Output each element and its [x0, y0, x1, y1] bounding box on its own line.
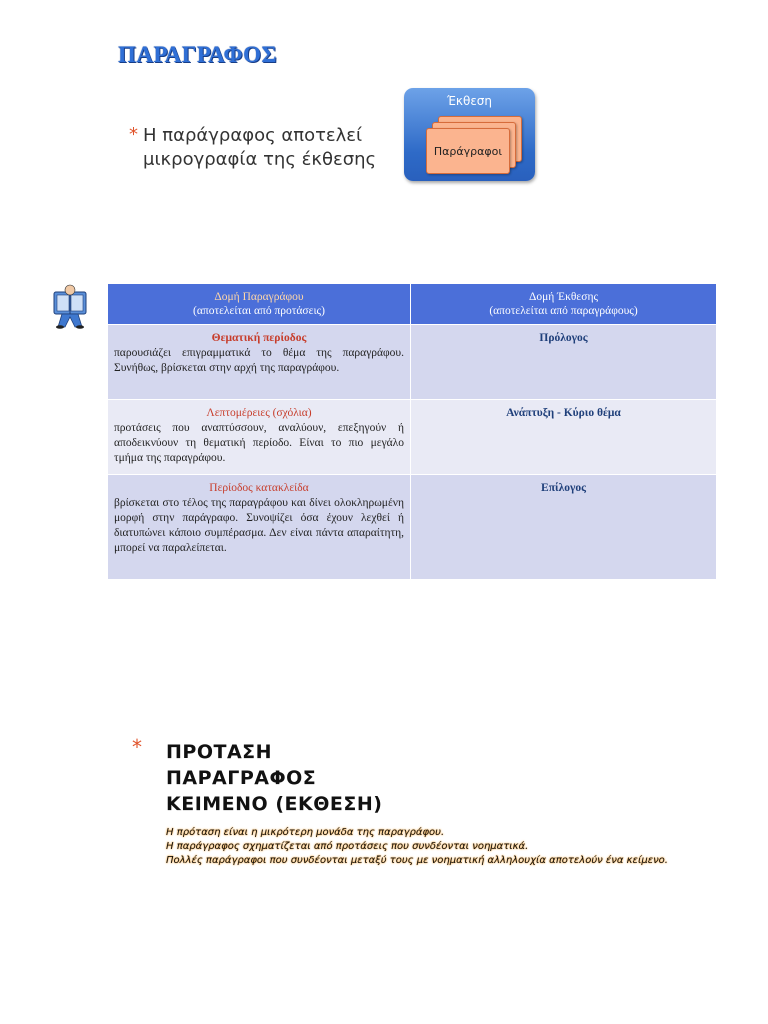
part-title: Θεματική περίοδος: [211, 332, 307, 344]
hierarchy-item: ΠΑΡΑΓΡΑΦΟΣ: [166, 767, 317, 789]
table-header-row: [108, 284, 717, 325]
bullet-star: *: [132, 735, 142, 759]
row-essay-part: Πρόλογος: [411, 325, 717, 400]
reading-man-icon: [48, 283, 92, 329]
header-paragraph-structure: [108, 284, 411, 325]
row-paragraph-part: [108, 475, 411, 580]
header-essay-structure: [411, 284, 717, 325]
part-description: προτάσεις που αναπτύσσουν, αναλύουν, επεξηγούν ή αποδεικνύουν τη θεματική περίοδο. Είναι το πιο μεγάλο τμήμα της παραγράφου.: [114, 422, 404, 464]
row-essay-part: Ανάπτυξη - Κύριο θέμα: [411, 400, 717, 475]
header-left-subtitle: (αποτελείται από προτάσεις): [193, 305, 325, 317]
structure-table: [107, 283, 717, 580]
row-essay-part: Επίλογος: [411, 475, 717, 580]
header-right-title: Δομή Έκθεσης: [528, 291, 599, 303]
diagram-essay-label: Έκθεση: [446, 94, 493, 108]
definition-line: Πολλές παράγραφοι που συνδέονται μεταξύ τους με νοηματική αλληλουχία αποτελούν ένα κείμενο.: [166, 855, 668, 866]
part-description: παρουσιάζει επιγραμματικά το θέμα της παραγράφου. Συνήθως, βρίσκεται στην αρχή της παραγράφου.: [114, 347, 404, 374]
paragraph-card-front: [426, 128, 510, 174]
part-title: Λεπτομέρειες (σχόλια): [206, 407, 312, 419]
table-row: [108, 400, 717, 475]
table-row: [108, 325, 717, 400]
table-row: [108, 475, 717, 580]
bullet-star: *: [129, 124, 138, 145]
row-paragraph-part: [108, 400, 411, 475]
essay-paragraphs-diagram: [404, 88, 535, 181]
bullet-statement: [143, 124, 403, 172]
part-description: βρίσκεται στο τέλος της παραγράφου και δίνει ολοκληρωμένη μορφή στην παράγραφο. Συνοψίζει όσα έχουν λεχθεί ή διατυπώνει κάποιο συμπέρασμα. Δεν είναι πάντα απαραίτητη, μπορεί να παραλείπεται.: [114, 497, 404, 554]
definition-line: Η πρόταση είναι η μικρότερη μονάδα της παραγράφου.: [166, 827, 445, 838]
part-title: Περίοδος κατακλείδα: [209, 482, 309, 494]
header-left-title: Δομή Παραγράφου: [214, 291, 304, 303]
bullet-statement-line2: μικρογραφία της έκθεσης: [143, 149, 377, 170]
diagram-paragraphs-label: Παράγραφοι: [433, 144, 503, 158]
header-right-subtitle: (αποτελείται από παραγράφους): [489, 305, 638, 317]
page-title: ΠΑΡΑΓΡΑΦΟΣ: [118, 42, 278, 67]
definition-line: Η παράγραφος σχηματίζεται από προτάσεις που συνδέονται νοηματικά.: [166, 841, 529, 852]
row-paragraph-part: [108, 325, 411, 400]
hierarchy-list: [166, 739, 382, 817]
bullet-statement-line1: Η παράγραφος αποτελεί: [143, 125, 363, 146]
hierarchy-item: ΠΡΟΤΑΣΗ: [166, 741, 273, 763]
hierarchy-item: ΚΕΙΜΕΝΟ (ΕΚΘΕΣΗ): [166, 793, 383, 815]
definitions: [166, 826, 668, 868]
